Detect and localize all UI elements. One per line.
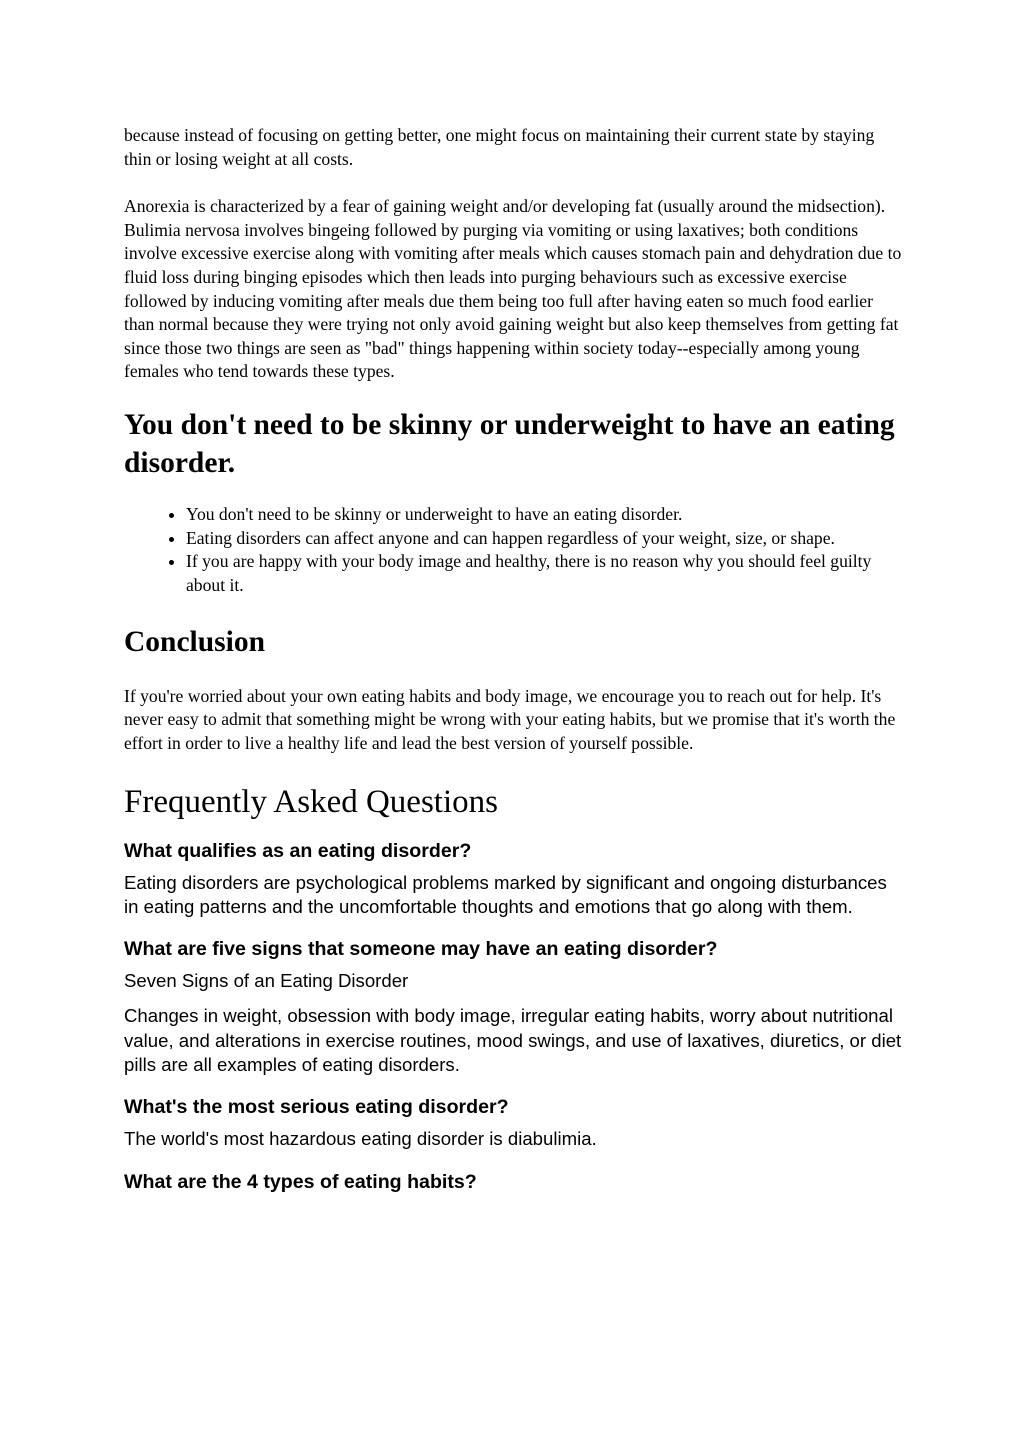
faq-answer-1: Eating disorders are psychological problems marked by significant and ongoing disturbances in eating patterns and the uncomfortable thoughts and emotions that go along with them. [124, 871, 887, 917]
faq-question-4: What are the 4 types of eating habits? [124, 1170, 477, 1193]
anorexia-bulimia-paragraph: Anorexia is characterized by a fear of gaining weight and/or developing fat (usually around the midsection). Bulimia nervosa involves bingeing followed by purging via vomiting or using laxatives; both conditions involve excessive exercise along with vomiting after meals which causes stomach pain and dehydration due to fluid loss during binging episodes which then leads into purging behaviours such as excessive exercise followed by inducing vomiting after meals due them being too full after having eaten so much food earlier than normal because they were trying not only avoid gaining weight but also keep themselves from getting fat since those two things are seen as "bad" things happening within society today--especially among young females who tend towards these types. [124, 196, 902, 382]
document-page [124, 124, 902, 1194]
conclusion-paragraph: If you're worried about your own eating habits and body image, we encourage you to reach out for help. It's never easy to admit that something might be wrong with your eating habits, but we promise that it's worth the effort in order to live a healthy life and lead the best version of yourself possible. [124, 685, 896, 753]
conclusion-heading: Conclusion [124, 626, 265, 659]
faq-question-1: What qualifies as an eating disorder? [124, 839, 472, 862]
faq-answer-2: Changes in weight, obsession with body image, irregular eating habits, worry about nutritional value, and alterations in exercise routines, mood swings, and use of laxatives, diuretics, or diet pills are all examples of eating disorders. [124, 1005, 902, 1076]
list-item: • You don't need to be skinny or underweight to have an eating disorder. [186, 503, 902, 527]
list-item: • Eating disorders can affect anyone and can happen regardless of your weight, size, or shape. [186, 527, 902, 551]
faq-answer-2-title: Seven Signs of an Eating Disorder [124, 970, 409, 992]
faq-heading: Frequently Asked Questions [124, 783, 498, 820]
faq-question-2: What are five signs that someone may have an eating disorder? [124, 938, 718, 961]
intro-paragraph: because instead of focusing on getting better, one might focus on maintaining their current state by staying thin or losing weight at all costs. [124, 125, 875, 169]
bullet-list [124, 503, 902, 597]
faq-question-3: What's the most serious eating disorder? [124, 1096, 509, 1119]
skinny-heading: You don't need to be skinny or underweight to have an eating disorder. [124, 408, 895, 480]
faq-answer-3: The world's most hazardous eating disorder is diabulimia. [124, 1128, 597, 1150]
list-item: • If you are happy with your body image and healthy, there is no reason why you should feel guilty about it. [186, 550, 902, 597]
